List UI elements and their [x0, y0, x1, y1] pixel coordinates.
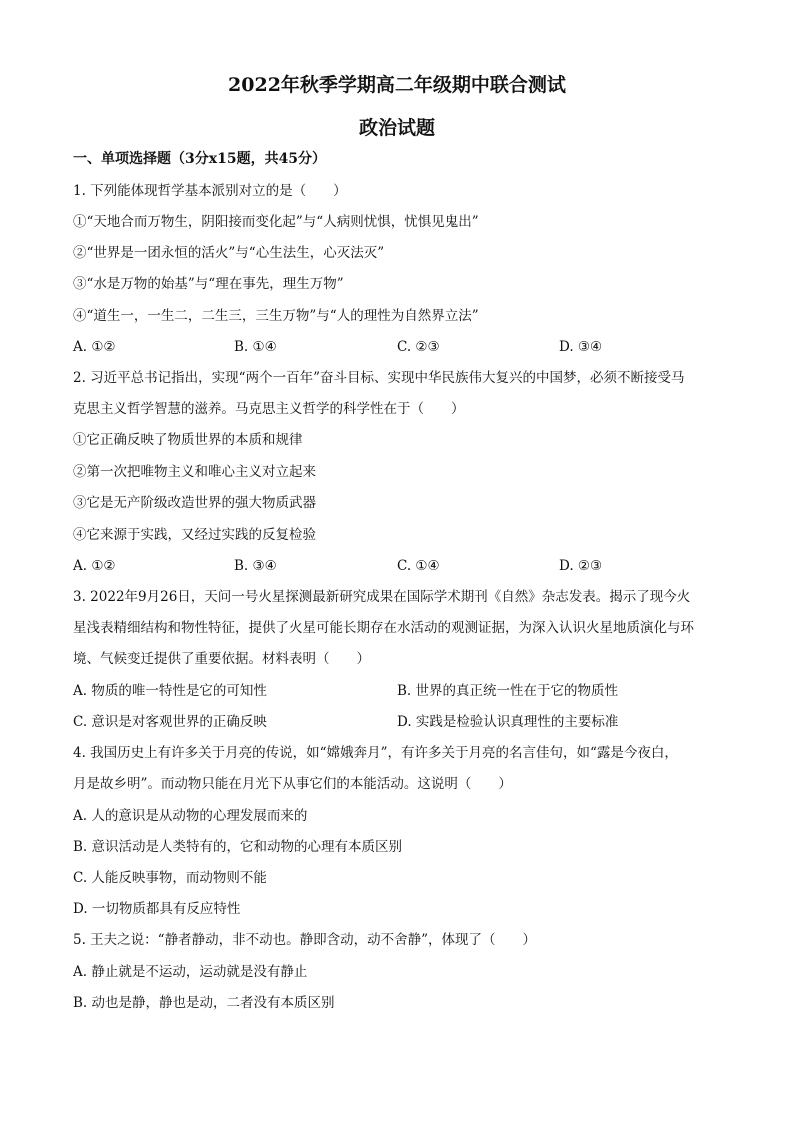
question-3-stem: 境、气候变迁提供了重要依据。材料表明（ ） [73, 651, 370, 667]
question-2-option-c: C. ①④ [397, 558, 440, 574]
question-2-item: ②第一次把唯物主义和唯心主义对立起来 [73, 464, 316, 480]
question-3-option-c: C. 意识是对客观世界的正确反映 [73, 714, 267, 730]
question-4-stem: 月是故乡明”。而动物只能在月光下从事它们的本能活动。这说明（ ） [73, 776, 512, 792]
question-2-item: ④它来源于实践，又经过实践的反复检验 [73, 527, 316, 543]
question-5-option-a: A. 静止就是不运动，运动就是没有静止 [73, 964, 308, 980]
question-1-item: ②“世界是一团永恒的活火”与“心生法生，心灭法灭” [73, 245, 385, 261]
question-4-option-d: D. 一切物质都具有反应特性 [73, 901, 241, 917]
question-1-stem: 1. 下列能体现哲学基本派别对立的是（ ） [73, 183, 347, 199]
question-5-option-b: B. 动也是静，静也是动，二者没有本质区别 [73, 995, 335, 1011]
question-5-stem: 5. 王夫之说：“静者静动，非不动也。静即含动，动不舍静”，体现了（ ） [73, 932, 536, 948]
question-1-item: ④“道生一，一生二，二生三，三生万物”与“人的理性为自然界立法” [73, 308, 479, 324]
question-1-item: ①“天地合而万物生，阴阳接而变化起”与“人病则忧惧，忧惧见鬼出” [73, 214, 479, 230]
question-1-option-c: C. ②③ [397, 339, 440, 355]
question-4-option-c: C. 人能反映事物，而动物则不能 [73, 870, 267, 886]
question-3-option-a: A. 物质的唯一特性是它的可知性 [73, 683, 267, 699]
question-2-stem: 2. 习近平总书记指出，实现“两个一百年”奋斗目标、实现中华民族伟大复兴的中国梦，必须不断接受马 [73, 370, 685, 386]
exam-title: 2022年秋季学期高二年级期中联合测试 [228, 74, 566, 96]
question-1-option-d: D. ③④ [559, 339, 603, 355]
question-2-item: ①它正确反映了物质世界的本质和规律 [73, 432, 303, 448]
question-1-option-b: B. ①④ [234, 339, 277, 355]
question-3-stem: 3. 2022年9月26日，天问一号火星探测最新研究成果在国际学术期刊《自然》杂志发表。揭示了现今火 [73, 589, 691, 605]
exam-subtitle: 政治试题 [358, 117, 435, 139]
question-1-option-a: A. ①② [73, 339, 116, 355]
question-4-option-a: A. 人的意识是从动物的心理发展而来的 [73, 808, 308, 824]
section-heading: 一、单项选择题（3分x15题，共45分） [73, 151, 327, 167]
question-3-option-b: B. 世界的真正统一性在于它的物质性 [397, 683, 619, 699]
question-3-stem: 星浅表精细结构和物性特征，提供了火星可能长期存在水活动的观测证据，为深入认识火星地质演化与环 [73, 620, 694, 636]
question-2-option-a: A. ①② [73, 558, 116, 574]
question-2-item: ③它是无产阶级改造世界的强大物质武器 [73, 495, 316, 511]
question-2-option-b: B. ③④ [234, 558, 277, 574]
question-2-stem: 克思主义哲学智慧的滋养。马克思主义哲学的科学性在于（ ） [73, 401, 465, 417]
question-2-option-d: D. ②③ [559, 558, 603, 574]
question-4-stem: 4. 我国历史上有许多关于月亮的传说，如“嫦娥奔月”，有许多关于月亮的名言佳句，如“露是今夜白， [73, 745, 678, 761]
question-1-item: ③“水是万物的始基”与“理在事先，理生万物” [73, 276, 344, 292]
question-3-option-d: D. 实践是检验认识真理性的主要标准 [397, 714, 619, 730]
question-4-option-b: B. 意识活动是人类特有的，它和动物的心理有本质区别 [73, 839, 403, 855]
